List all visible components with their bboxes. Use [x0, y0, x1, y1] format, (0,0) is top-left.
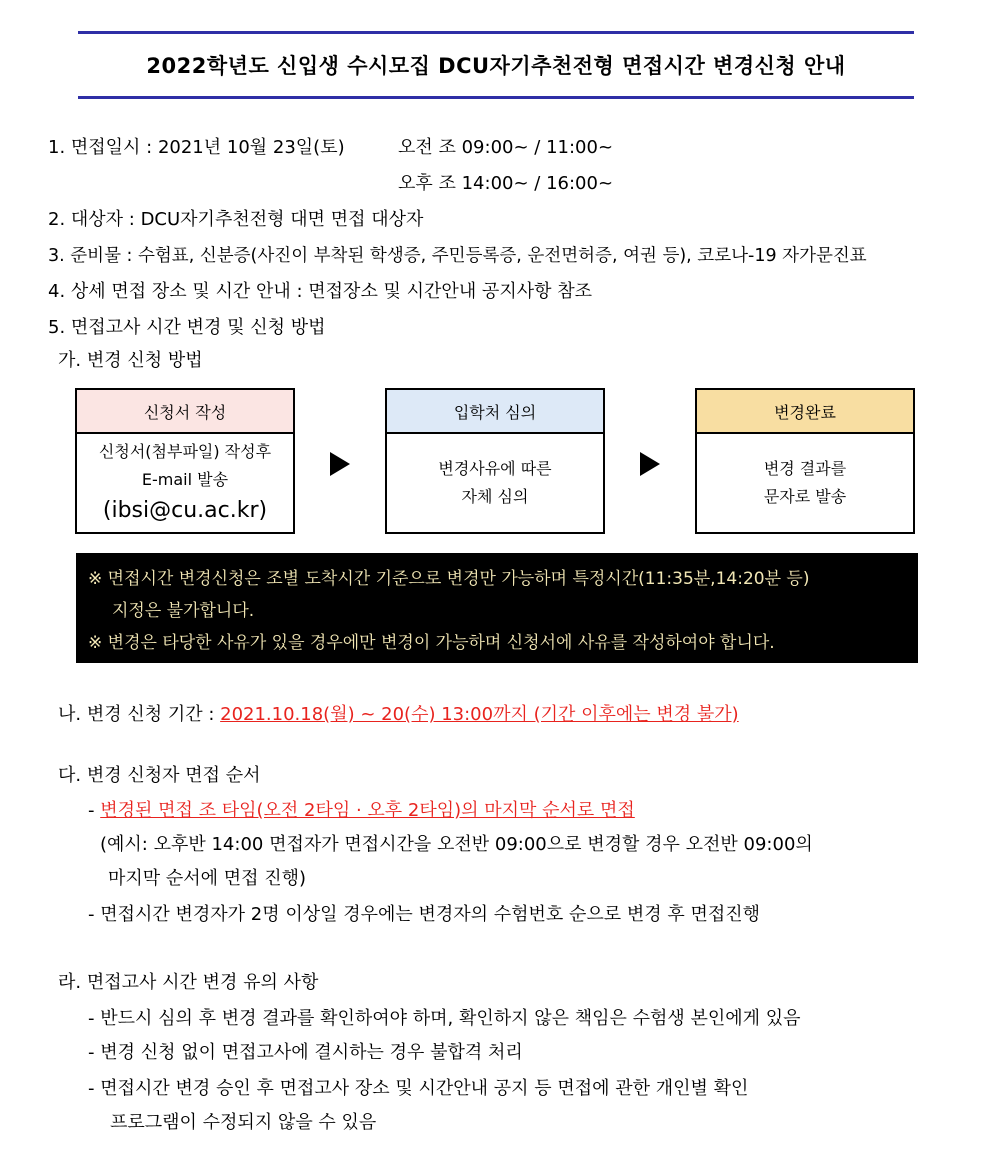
section-ga-heading: 가. 변경 신청 방법 — [58, 350, 203, 371]
item-1-morning: 오전 조 09:00~ / 11:00~ — [398, 137, 614, 158]
page-title: 2022학년도 신입생 수시모집 DCU자기추천전형 면접시간 변경신청 안내 — [146, 54, 846, 78]
section-ra-bullet-3b: 프로그램이 수정되지 않을 수 있음 — [110, 1112, 377, 1133]
flow-step-review-head: 입학처 심의 — [387, 390, 603, 434]
order-rule-highlight: 변경된 면접 조 타임(오전 2타임 · 오후 2타임)의 마지막 순서로 면접 — [100, 800, 635, 821]
flow-step-review-body — [387, 434, 603, 532]
item-3: 3. 준비물 : 수험표, 신분증(사진이 부착된 학생증, 주민등록증, 운전면허증, 여권 등), 코로나-19 자가문진표 — [48, 246, 867, 266]
flow-step-complete-line2: 문자로 발송 — [763, 487, 847, 506]
flow-step-apply-body — [77, 434, 293, 532]
notice-line-1: ※ 면접시간 변경신청은 조별 도착시간 기준으로 변경만 가능하며 특정시간(11:35분,14:20분 등) — [88, 569, 810, 589]
section-da-bullet-1 — [88, 799, 635, 823]
arrow-right-icon — [640, 452, 660, 476]
flow-step-complete-body — [697, 434, 913, 532]
flow-step-complete — [695, 388, 915, 534]
section-da-bullet-2: - 면접시간 변경자가 2명 이상일 경우에는 변경자의 수험번호 순으로 변경 후 면접진행 — [88, 904, 761, 925]
notice-line-2: ※ 변경은 타당한 사유가 있을 경우에만 변경이 가능하며 신청서에 사유를 작성하여야 합니다. — [88, 633, 775, 653]
section-na — [58, 703, 739, 727]
flow-step-review — [385, 388, 605, 534]
example-line-1: (예시: 오후반 14:00 면접자가 면접시간을 오전반 09:00으로 변경할 경우 오전반 09:00의 — [100, 834, 813, 855]
arrow-right-icon — [330, 452, 350, 476]
item-1-label: 1. 면접일시 : 2021년 10월 23일(토) — [48, 137, 345, 158]
bullet-dash: - — [88, 800, 101, 821]
title-banner — [78, 31, 914, 99]
flow-step-review-line1: 변경사유에 따른 — [438, 459, 552, 478]
item-4: 4. 상세 면접 장소 및 시간 안내 : 면접장소 및 시간안내 공지사항 참조 — [48, 281, 592, 302]
flow-step-complete-head: 변경완료 — [697, 390, 913, 434]
email-address[interactable]: (ibsi@cu.ac.kr) — [102, 498, 268, 523]
section-ra-bullet-1: - 반드시 심의 후 변경 결과를 확인하여야 하며, 확인하지 않은 책임은 수험생 본인에게 있음 — [88, 1008, 801, 1029]
flow-step-complete-line1: 변경 결과를 — [763, 459, 847, 478]
section-ra-bullet-2: - 변경 신청 없이 면접고사에 결시하는 경우 불합격 처리 — [88, 1042, 523, 1063]
example-line-2: 마지막 순서에 면접 진행) — [108, 868, 307, 889]
item-2: 2. 대상자 : DCU자기추천전형 대면 면접 대상자 — [48, 209, 424, 230]
section-ra-heading: 라. 면접고사 시간 변경 유의 사항 — [58, 972, 319, 993]
flow-step-apply-head: 신청서 작성 — [77, 390, 293, 434]
item-5: 5. 면접고사 시간 변경 및 신청 방법 — [48, 317, 326, 338]
section-na-label: 나. 변경 신청 기간 : — [58, 704, 221, 725]
notice-box — [76, 553, 918, 663]
section-da-heading: 다. 변경 신청자 면접 순서 — [58, 765, 261, 786]
notice-line-1b: 지정은 불가합니다. — [112, 601, 255, 621]
flow-step-apply-line1: 신청서(첨부파일) 작성후 — [98, 442, 272, 461]
flow-step-apply-line2: E-mail 발송 — [141, 470, 229, 489]
flow-step-apply — [75, 388, 295, 534]
application-period: 2021.10.18(월) ~ 20(수) 13:00까지 (기간 이후에는 변경 불가) — [220, 704, 739, 725]
item-1-afternoon: 오후 조 14:00~ / 16:00~ — [398, 173, 614, 194]
flow-step-review-line2: 자체 심의 — [461, 487, 529, 506]
section-ra-bullet-3a: - 면접시간 변경 승인 후 면접고사 장소 및 시간안내 공지 등 면접에 관한 개인별 확인 — [88, 1078, 749, 1099]
